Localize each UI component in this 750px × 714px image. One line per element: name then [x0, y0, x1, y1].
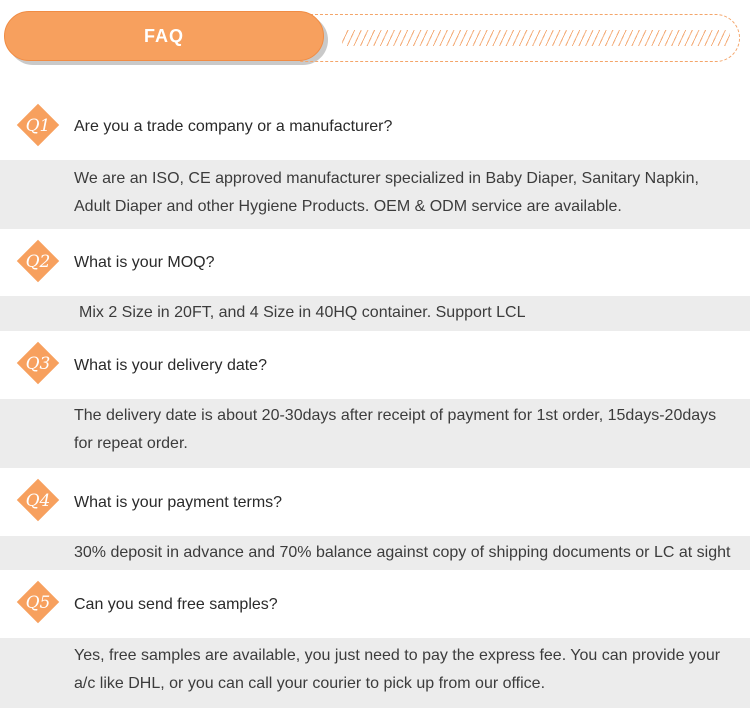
answer-3: The delivery date is about 20-30days after receipt of payment for 1st order, 15days-20days for repeat order.: [74, 407, 717, 452]
q5-badge-icon: [13, 577, 63, 627]
svg-text:Q3: Q3: [25, 354, 51, 374]
answer-1-box: [0, 160, 750, 229]
answer-1: We are an ISO, CE approved manufacturer specialized in Baby Diaper, Sanitary Napkin, Adult Diaper and other Hygiene Products. OEM & ODM service are available.: [74, 170, 699, 215]
question-1: Are you a trade company or a manufacturer?: [74, 118, 393, 135]
question-4: What is your payment terms?: [74, 494, 283, 511]
answer-5: Yes, free samples are available, you just need to pay the express fee. You can provide your a/c like DHL, or you can call your courier to pick up from our office.: [74, 647, 721, 692]
answer-2-box: [0, 296, 750, 331]
question-3: What is your delivery date?: [74, 357, 267, 374]
q2-badge-icon: [13, 236, 63, 286]
answer-2: Mix 2 Size in 20FT, and 4 Size in 40HQ container. Support LCL: [79, 304, 526, 321]
svg-text:Q2: Q2: [25, 252, 51, 272]
svg-text:Q5: Q5: [25, 593, 51, 613]
question-2: What is your MOQ?: [74, 254, 215, 271]
header-hatch-pattern: [342, 30, 730, 46]
q1-badge-icon: [13, 100, 63, 150]
answer-4-box: [0, 536, 750, 570]
q3-badge-icon: [13, 338, 63, 388]
answer-5-box: [0, 638, 750, 708]
answer-4: 30% deposit in advance and 70% balance against copy of shipping documents or LC at sight: [74, 544, 731, 561]
question-5: Can you send free samples?: [74, 596, 278, 613]
faq-title: FAQ: [4, 11, 324, 61]
svg-text:Q1: Q1: [25, 116, 51, 136]
answer-3-box: [0, 399, 750, 468]
q4-badge-icon: [13, 475, 63, 525]
svg-text:Q4: Q4: [25, 491, 51, 511]
